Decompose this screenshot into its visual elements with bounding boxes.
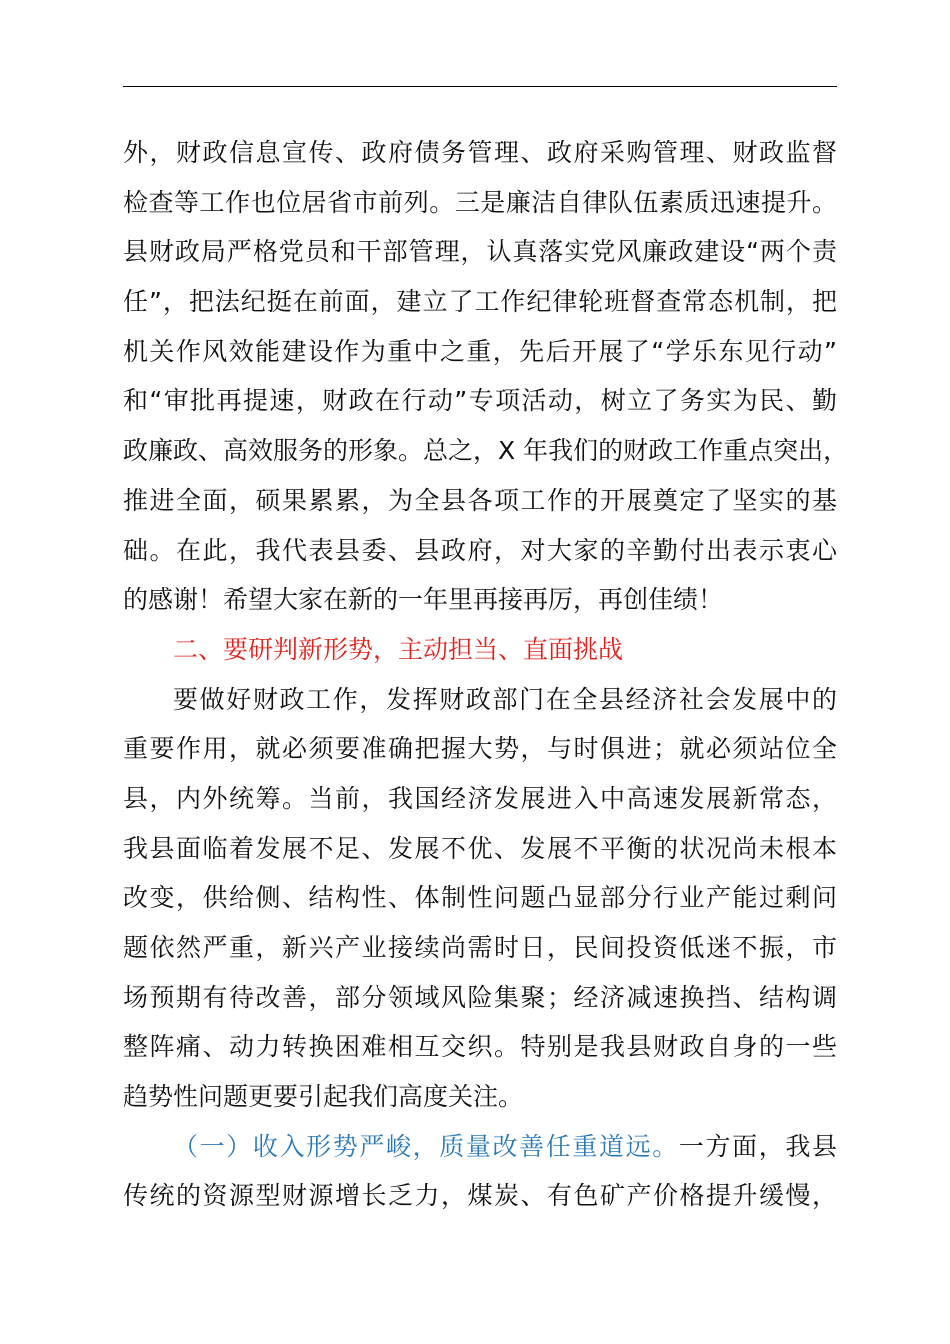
paragraph-line: 检查等工作也位居省市前列。三是廉洁自律队伍素质迅速提升。: [123, 187, 837, 217]
paragraph-line: 重要作用，就必须要准确把握大势，与时俱进；就必须站位全: [123, 734, 837, 764]
paragraph-line: 我县面临着发展不足、发展不优、发展不平衡的状况尚未根本: [123, 833, 837, 863]
paragraph-line: 传统的资源型财源增长乏力，煤炭、有色矿产价格提升缓慢，: [123, 1181, 837, 1211]
paragraph-line: 县财政局严格党员和干部管理，认真落实党风廉政建设“两个责: [123, 237, 837, 267]
paragraph-line: 改变，供给侧、结构性、体制性问题凸显部分行业产能过剩问: [123, 883, 837, 913]
paragraph-line: 整阵痛、动力转换困难相互交织。特别是我县财政自身的一些: [123, 1032, 837, 1062]
paragraph-line: 推进全面，硕果累累，为全县各项工作的开展奠定了坚实的基: [123, 485, 837, 515]
subsection-heading: （一）收入形势严峻，质量改善任重道远。: [173, 1131, 679, 1161]
paragraph-line: 政廉政、高效服务的形象。总之，X 年我们的财政工作重点突出，: [123, 436, 849, 466]
paragraph-line: 的感谢！希望大家在新的一年里再接再厉，再创佳绩！: [123, 585, 724, 615]
paragraph-line: 外，财政信息宣传、政府债务管理、政府采购管理、财政监督: [123, 138, 837, 167]
paragraph-line: 础。在此，我代表县委、县政府，对大家的辛勤付出表示衷心: [123, 535, 837, 565]
document-body: [123, 128, 849, 1221]
header-rule: [123, 86, 837, 87]
paragraph-line: 机关作风效能建设作为重中之重，先后开展了“学乐东见行动”: [123, 336, 837, 366]
subsection-text: 一方面，我县: [678, 1131, 837, 1161]
section-heading: 二、要研判新形势，主动担当、直面挑战: [173, 634, 624, 664]
paragraph-line: 题依然严重，新兴产业接续尚需时日，民间投资低迷不振，市: [123, 933, 837, 962]
paragraph-line: 趋势性问题更要引起我们高度关注。: [123, 1082, 524, 1112]
paragraph-line: 和“审批再提速，财政在行动”专项活动，树立了务实为民、勤: [123, 386, 837, 416]
paragraph-line: 县，内外统筹。当前，我国经济发展进入中高速发展新常态，: [123, 783, 837, 813]
paragraph-line: 任”，把法纪挺在前面，建立了工作纪律轮班督查常态机制，把: [123, 287, 837, 317]
paragraph-line: 要做好财政工作，发挥财政部门在全县经济社会发展中的: [173, 684, 837, 714]
subsection-line: [123, 1122, 837, 1172]
paragraph-line: 场预期有待改善，部分领域风险集聚；经济减速换挡、结构调: [123, 982, 837, 1012]
